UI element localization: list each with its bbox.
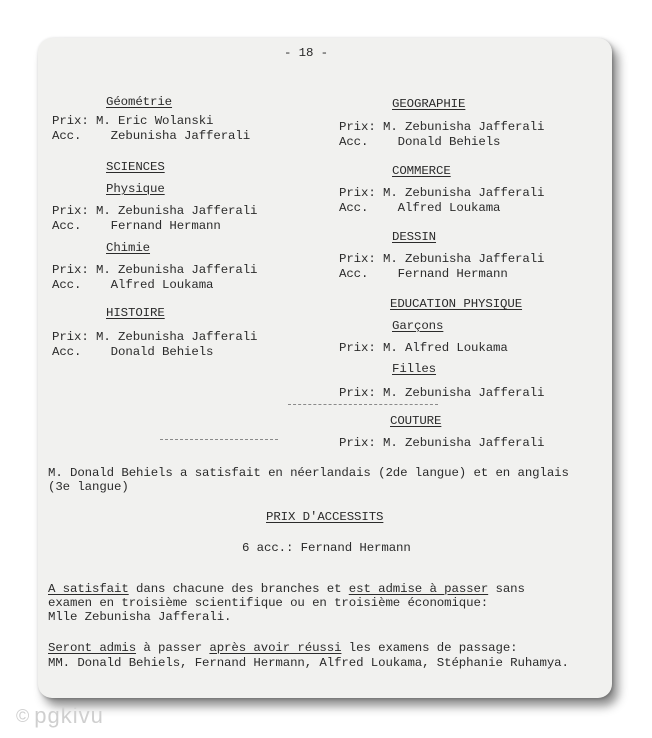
seront-underlined-2: après avoir réussi (209, 641, 342, 655)
chimie-heading: Chimie (106, 241, 151, 255)
section-divider (288, 404, 438, 405)
commerce-acc: Acc. Alfred Loukama (339, 201, 501, 215)
satisfait-underlined-1: A satisfait (48, 582, 129, 596)
commerce-prix: Prix: M. Zebunisha Jafferali (339, 186, 545, 200)
chimie-acc: Acc. Alfred Loukama (52, 278, 214, 292)
sciences-heading: SCIENCES (106, 160, 165, 174)
commerce-heading: COMMERCE (392, 164, 451, 178)
accessits-heading: PRIX D'ACCESSITS (266, 510, 384, 524)
physique-prix: Prix: M. Zebunisha Jafferali (52, 204, 258, 218)
seront-line1 (48, 641, 518, 655)
seront-line2: MM. Donald Behiels, Fernand Hermann, Alfred Loukama, Stéphanie Ruhamya. (48, 656, 569, 670)
behiels-note-line1: M. Donald Behiels a satisfait en néerlandais (2de langue) et en anglais (48, 466, 569, 480)
satisfait-line3: Mlle Zebunisha Jafferali. (48, 610, 232, 624)
geometrie-heading: Géométrie (106, 95, 173, 109)
chimie-prix: Prix: M. Zebunisha Jafferali (52, 263, 258, 277)
accessits-line: 6 acc.: Fernand Hermann (242, 541, 411, 555)
histoire-prix: Prix: M. Zebunisha Jafferali (52, 330, 258, 344)
satisfait-line1 (48, 582, 525, 596)
dessin-prix: Prix: M. Zebunisha Jafferali (339, 252, 545, 266)
physique-acc: Acc. Fernand Hermann (52, 219, 221, 233)
geographie-acc: Acc. Donald Behiels (339, 135, 501, 149)
geometrie-prix: Prix: M. Eric Wolanski (52, 114, 214, 128)
geometrie-acc: Acc. Zebunisha Jafferali (52, 129, 251, 143)
satisfait-line2: examen en troisième scientifique ou en troisième économique: (48, 596, 489, 610)
physique-heading: Physique (106, 182, 165, 196)
couture-heading: COUTURE (390, 414, 442, 428)
copyright-icon: © (16, 706, 31, 726)
seront-text-2: les examens de passage: (341, 641, 518, 655)
page-number: - 18 - (284, 46, 329, 60)
behiels-note-line2: (3e langue) (48, 480, 129, 494)
seront-text-1: à passer (136, 641, 210, 655)
seront-underlined-1: Seront admis (48, 641, 137, 655)
satisfait-underlined-2: est admise à passer (348, 582, 489, 596)
geographie-heading: GEOGRAPHIE (392, 97, 466, 111)
garcons-heading: Garçons (392, 319, 444, 333)
histoire-acc: Acc. Donald Behiels (52, 345, 214, 359)
dessin-heading: DESSIN (392, 230, 437, 244)
document-page (38, 38, 612, 698)
geographie-prix: Prix: M. Zebunisha Jafferali (339, 120, 545, 134)
dessin-acc: Acc. Fernand Hermann (339, 267, 508, 281)
satisfait-text-1: dans chacune des branches et (128, 582, 349, 596)
section-divider (160, 439, 278, 440)
watermark (16, 703, 104, 729)
garcons-prix: Prix: M. Alfred Loukama (339, 341, 508, 355)
satisfait-text-2: sans (488, 582, 525, 596)
filles-prix: Prix: M. Zebunisha Jafferali (339, 386, 545, 400)
histoire-heading: HISTOIRE (106, 306, 165, 320)
couture-prix: Prix: M. Zebunisha Jafferali (339, 436, 545, 450)
filles-heading: Filles (392, 362, 437, 376)
education-physique-heading: EDUCATION PHYSIQUE (390, 297, 523, 311)
watermark-text: pgkivu (34, 703, 104, 728)
